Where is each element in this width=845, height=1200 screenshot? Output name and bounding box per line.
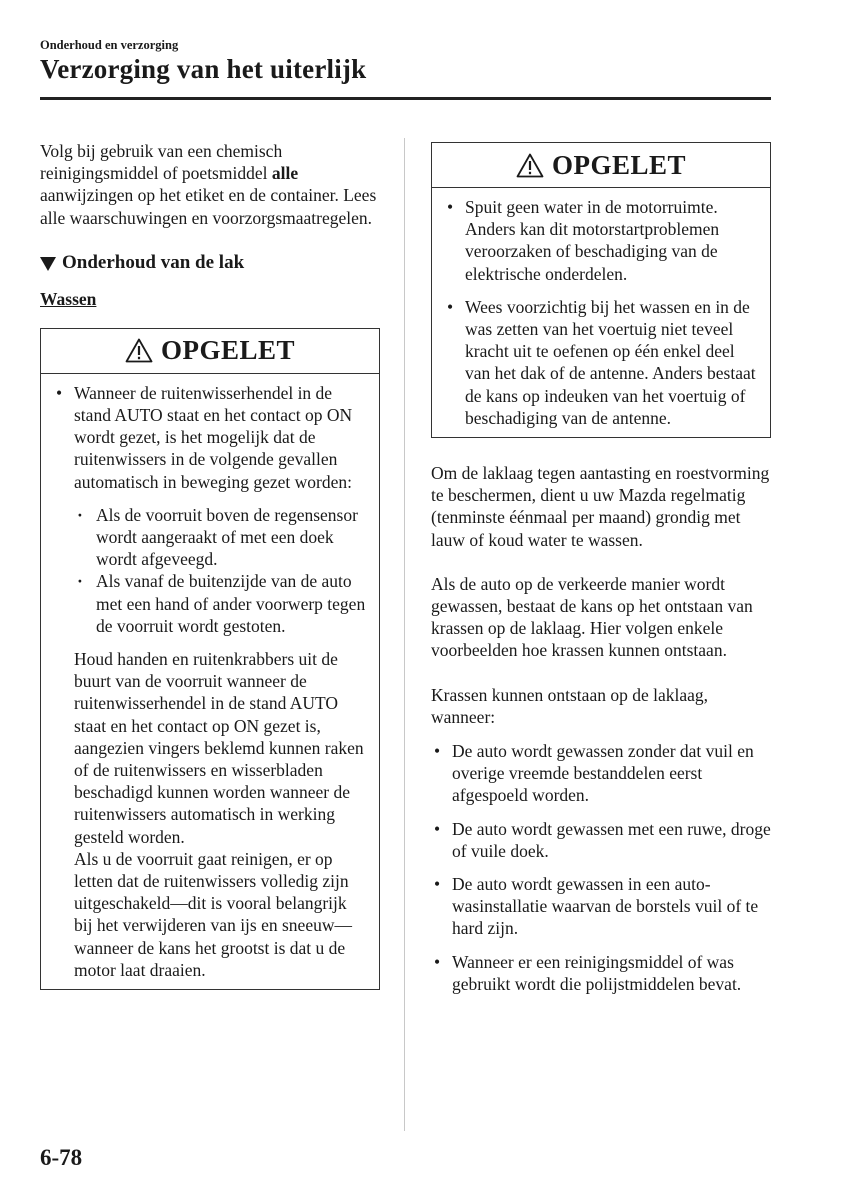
paragraph: Krassen kunnen ontstaan op de laklaag, wanneer: — [431, 684, 709, 727]
caution-bullets — [53, 382, 367, 981]
intro-text-end: aanwijzingen op het etiket en de container. Lees alle waarschuwingen en voorzorgsmaatregelen. — [40, 185, 377, 228]
caution-header — [41, 329, 379, 374]
intro-paragraph — [40, 140, 380, 229]
intro-text-start: Volg bij gebruik van een chemisch reinigingsmiddel of poetsmiddel — [40, 141, 283, 184]
caution-bullet — [53, 382, 367, 981]
subheading — [40, 252, 380, 274]
caution-sub-list — [74, 504, 367, 637]
caution-bullet: • Wees voorzichtig bij het wassen en in de was zetten van het voertuig niet teveel kracht uit te oefenen op één enkel deel van het dak of de antenne. Anders bestaat de kans op indeuken van het voertuig of beschadiging van de antenne. — [444, 296, 758, 429]
page-title: Verzorging van het uiterlijk — [40, 54, 367, 84]
paragraph: Als de auto op de verkeerde manier wordt gewassen, bestaat de kans op het ontstaan van krassen op de laklaag. Hier volgen enkele voorbeelden hoe krassen kunnen ontstaan. — [431, 573, 753, 661]
caution-box-left — [40, 328, 380, 990]
list-item: • De auto wordt gewassen zonder dat vuil en overige vreemde bestanddelen eerst afgespoeld worden. — [431, 740, 771, 807]
warning-triangle-icon — [125, 338, 153, 363]
caution-box-right — [431, 142, 771, 438]
list-item: • De auto wordt gewassen in een auto-wasinstallatie waarvan de borstels vuil of te hard zijn. — [431, 873, 771, 940]
caution-bullets — [444, 196, 758, 429]
caution-sub-item: · Als vanaf de buitenzijde van de auto met een hand of ander voorwerp tegen de voorruit wordt gestoten. — [74, 570, 367, 637]
caution-label: OPGELET — [551, 149, 687, 180]
caution-body — [432, 188, 770, 437]
list-item: • De auto wordt gewassen met een ruwe, droge of vuile doek. — [431, 818, 771, 862]
subsubheading: Wassen — [40, 288, 97, 309]
subheading-text: Onderhoud van de lak — [62, 251, 245, 273]
list-item: • Wanneer er een reinigingsmiddel of was gebruikt wordt die polijstmiddelen bevat. — [431, 951, 771, 995]
column-divider — [404, 138, 405, 1131]
triangle-down-icon — [40, 257, 56, 271]
caution-bullet-text: Wanneer de ruitenwisserhendel in de stand AUTO staat en het contact op ON wordt gezet, is het mogelijk dat de ruitenwissers in de volgende gevallen automatisch in beweging gezet worden: — [74, 382, 353, 492]
page-number: 6-78 — [40, 1145, 83, 1170]
title-rule — [40, 97, 771, 100]
intro-bold-word: alle — [271, 163, 299, 184]
left-column — [40, 140, 380, 990]
caution-continuation: Als u de voorruit gaat reinigen, er op letten dat de ruitenwissers volledig zijn uitgeschakeld—dit is vooral belangrijk bij het verwijderen van ijs en sneeuw—wanneer de kans het grootst is dat u de motor laat draaien. — [74, 848, 352, 980]
caution-label: OPGELET — [160, 335, 296, 366]
warning-triangle-icon — [516, 153, 544, 178]
paragraph: Om de laklaag tegen aantasting en roestvorming te beschermen, dient u uw Mazda regelmatig (tenminste éénmaal per maand) grondig met lauw of koud water te wassen. — [431, 463, 770, 550]
section-label: Onderhoud en verzorging — [40, 38, 179, 52]
right-column — [431, 142, 771, 995]
caution-body — [41, 374, 379, 989]
caution-sub-item: · Als de voorruit boven de regensensor wordt aangeraakt of met een doek wordt afgeveegd. — [74, 504, 367, 571]
scratch-causes-list — [431, 740, 771, 995]
caution-header — [432, 143, 770, 188]
caution-bullet: • Spuit geen water in de motorruimte. Anders kan dit motorstartproblemen veroorzaken of beschadiging van de elektrische onderdelen. — [444, 196, 758, 285]
caution-continuation: Houd handen en ruitenkrabbers uit de buurt van de voorruit wanneer de ruitenwisserhendel in de stand AUTO staat en het contact op ON gezet is, aangezien vingers beklemd kunnen raken of de ruitenwissers en wisserbladen beschadigd kunnen worden wanneer de ruitenwissers automatisch in werking gesteld worden. — [74, 649, 364, 847]
